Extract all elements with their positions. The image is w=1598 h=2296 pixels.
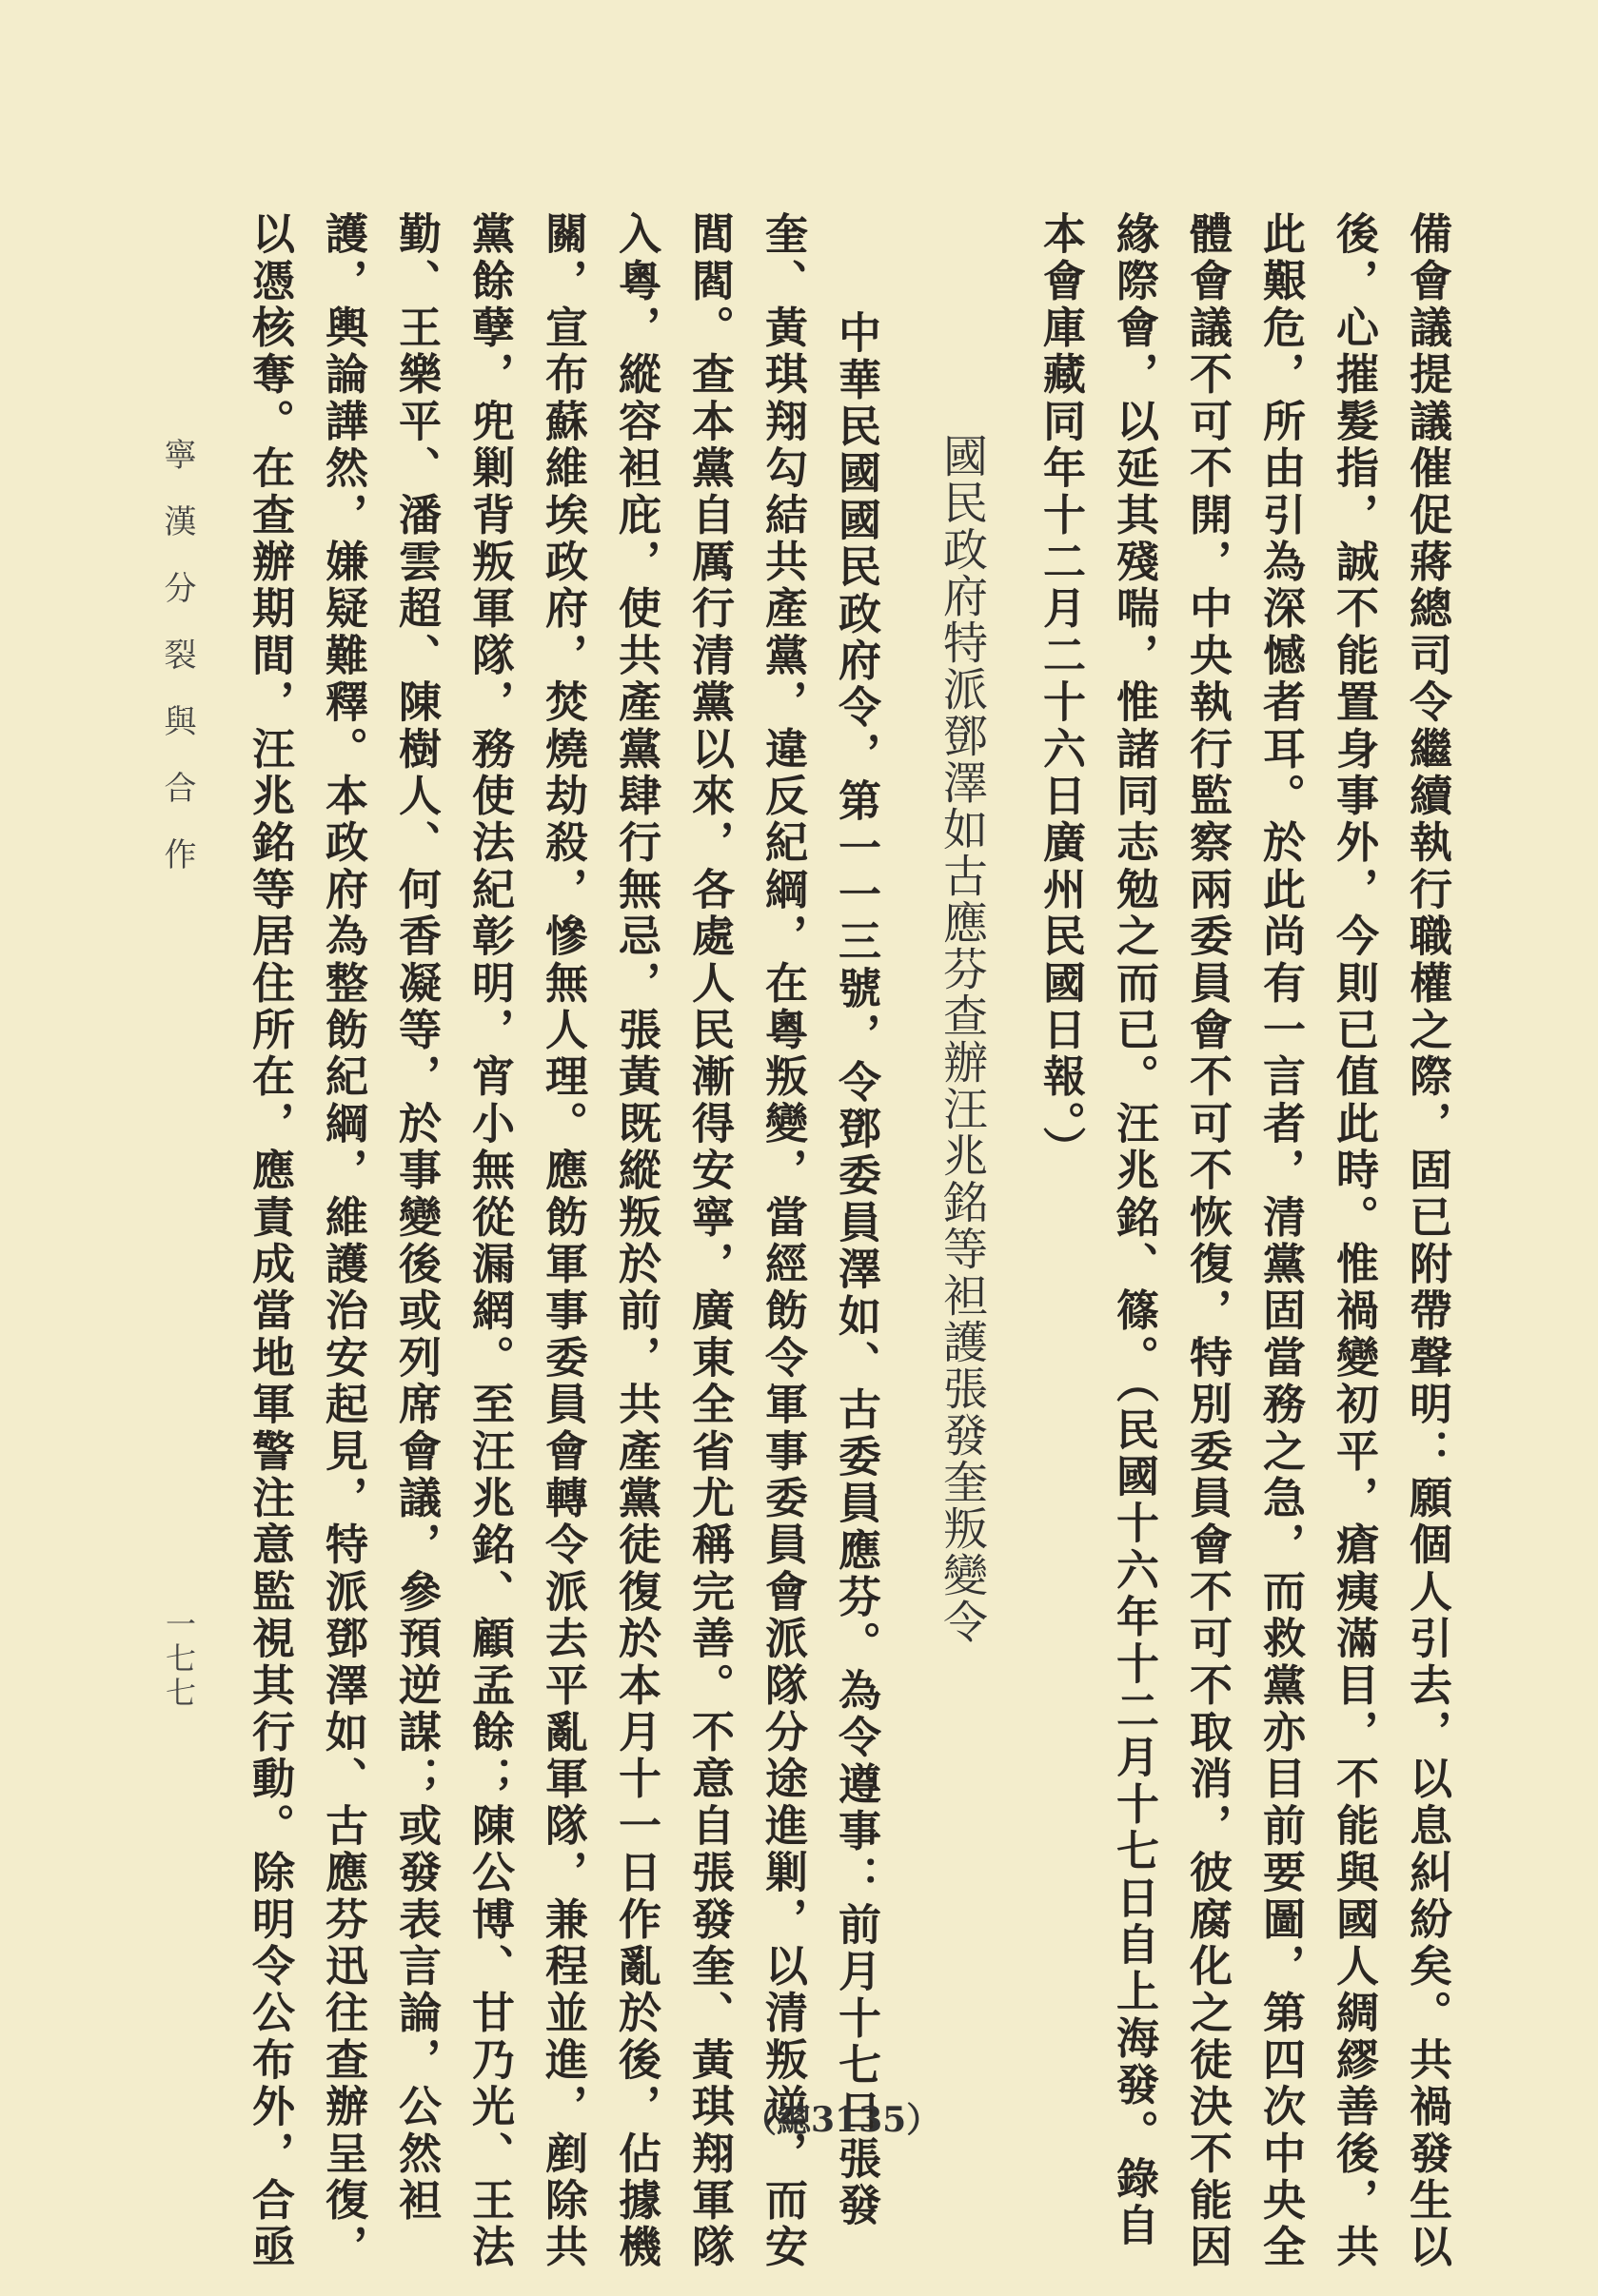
text-column: 入粵，縱容袒庇，使共產黨肆行無忌，張黃既縱叛於前，共產黨徒復於本月十一日作亂於後，佔據機: [611, 211, 661, 2271]
text-column: 關，宣布蘇維埃政府，焚燒劫殺，慘無人理。應飭軍事委員會轉令派去平亂軍隊，兼程並進，剷除共: [538, 211, 588, 2271]
text-column: 以憑核奪。在查辦期間，汪兆銘等居住所在，應責成當地軍警注意監視其行動。除明令公布外，合亟: [245, 211, 295, 2271]
body-text-section-2: [233, 211, 893, 2271]
text-column: 中華民國國民政府令，第一一三號，令鄧委員澤如、古委員應芬。為令遵事：前月十七日張發: [831, 310, 881, 2230]
text-column: 本會庫藏同年十二月二十六日廣州民國日報。）: [1036, 211, 1086, 1173]
text-column: 緣際會，以延其殘喘，惟諸同志勉之而已。汪兆銘、篠。（民國十六年十二月十七日自上海發。錄自: [1109, 211, 1159, 2250]
document-title: 國民政府特派鄧澤如古應芬查辦汪兆銘等袒護張發奎叛變令: [936, 433, 988, 1645]
text-column: 閭閻。查本黨自厲行清黨以來，各處人民漸得安寧，廣東全省尤稱完善。不意自張發奎、黃琪翔軍隊: [684, 211, 735, 2271]
body-text-section-1: [1024, 211, 1464, 2271]
total-page-number: （總3135）: [742, 2100, 941, 2140]
text-column: 體會議不可不開，中央執行監察兩委員會不可不恢復，特別委員會不可不取消，彼腐化之徒決不能因: [1182, 211, 1233, 2271]
running-head: 寧漢分裂與合作: [158, 438, 196, 904]
text-column: 奎、黃琪翔勾結共產黨，違反紀綱，在粵叛變，當經飭令軍事委員會派隊分途進剿，以清叛逆，而安: [758, 211, 808, 2271]
text-column: 後，心摧髮指，誠不能置身事外，今則已值此時。惟禍變初平，瘡痍滿目，不能與國人綢繆善後，共: [1329, 211, 1379, 2271]
text-column: 護，輿論譁然，嫌疑難釋。本政府為整飭紀綱，維護治安起見，特派鄧澤如、古應芬迅往查辦呈復，: [318, 211, 368, 2271]
text-column: 勤、王樂平、潘雲超、陳樹人、何香凝等，於事變後或列席會議，參預逆謀；或發表言論，公然袒: [391, 211, 442, 2225]
text-column: 此艱危，所由引為深憾者耳。於此尚有一言者，清黨固當務之急，而救黨亦目前要圖，第四次中央全: [1255, 211, 1306, 2271]
page-number: 一七七: [161, 1608, 197, 1711]
text-column: 黨餘孽，兜剿背叛軍隊，務使法紀彰明，宵小無從漏網。至汪兆銘、顧孟餘；陳公博、甘乃光、王法: [464, 211, 515, 2271]
text-column: 備會議提議催促蔣總司令繼續執行職權之際，固已附帶聲明：願個人引去，以息糾紛矣。共禍發生以: [1402, 211, 1452, 2271]
